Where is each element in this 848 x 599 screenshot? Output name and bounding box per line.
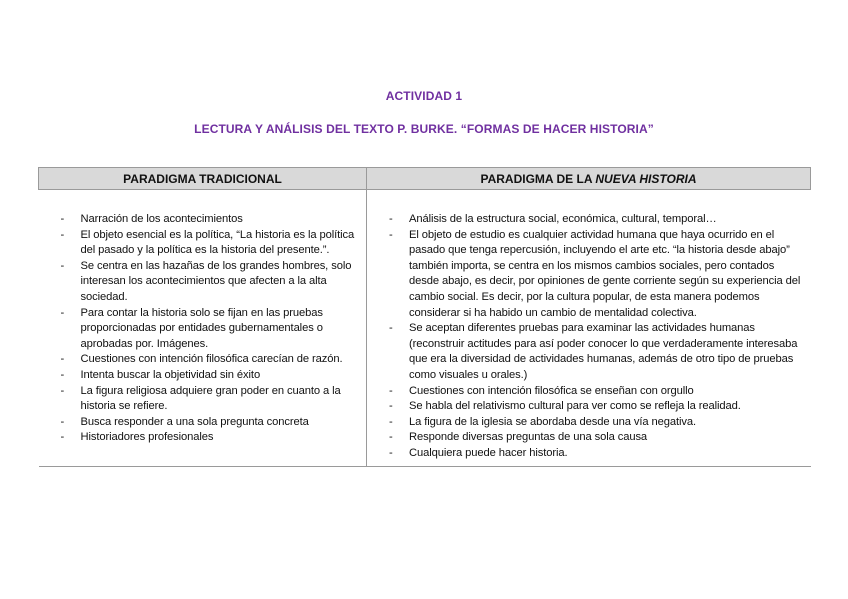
list-item: - Responde diversas preguntas de una sola causa — [383, 430, 805, 446]
list-item: - Se habla del relativismo cultural para ver como se refleja la realidad. — [383, 399, 805, 415]
new-history-list — [383, 212, 805, 462]
comparison-table — [38, 167, 811, 467]
header-prefix: PARADIGMA DE LA — [480, 171, 596, 186]
list-item: - Cuestiones con intención filosófica carecían de razón. — [55, 352, 361, 368]
header-emphasis: NUEVA HISTORIA — [595, 171, 697, 186]
table-body-row — [39, 190, 811, 467]
list-item: - Historiadores profesionales — [55, 430, 361, 446]
list-item: - Cuestiones con intención filosófica se enseñan con orgullo — [383, 384, 805, 400]
list-item: - Narración de los acontecimientos — [55, 212, 361, 228]
list-item: - Análisis de la estructura social, económica, cultural, temporal… — [383, 212, 805, 228]
activity-title: ACTIVIDAD 1 — [385, 89, 463, 103]
list-item: - Intenta buscar la objetividad sin éxito — [55, 368, 361, 384]
list-item: - La figura religiosa adquiere gran poder en cuanto a la historia se refiere. — [55, 384, 361, 415]
traditional-paradigm-header: PARADIGMA TRADICIONAL — [39, 168, 367, 190]
new-history-cell — [367, 190, 811, 467]
list-item: - El objeto de estudio es cualquier actividad humana que haya ocurrido en el pasado que tenga repercusión, incluyendo el arte etc. “la historia desde abajo” también importa, se centra en los mismos cambios sociales, pero contados desde abajo, es decir, por opiniones de gente corriente según su experiencia del cambio social. Es decir, por la cultura popular, de esta manera podemos considerar si ha habido un cambio de mentalidad colectiva. — [383, 228, 805, 322]
traditional-list — [55, 212, 361, 446]
traditional-cell — [39, 190, 367, 467]
document-subtitle: LECTURA Y ANÁLISIS DEL TEXTO P. BURKE. “FORMAS DE HACER HISTORIA” — [194, 122, 654, 136]
list-item: - Cualquiera puede hacer historia. — [383, 446, 805, 462]
list-item: - Se aceptan diferentes pruebas para examinar las actividades humanas (reconstruir actitudes para así poder conocer lo que verdaderamente interesaba que era la diversidad de actividades humanas, además de otro tipo de pruebas como visuales u orales.) — [383, 321, 805, 383]
list-item: - El objeto esencial es la política, “La historia es la política del pasado y la política es la historia del presente.”. — [55, 228, 361, 259]
list-item: - La figura de la iglesia se abordaba desde una vía negativa. — [383, 415, 805, 431]
list-item: - Busca responder a una sola pregunta concreta — [55, 415, 361, 431]
list-item: - Para contar la historia solo se fijan en las pruebas proporcionadas por entidades gubernamentales o aprobadas por. Imágenes. — [55, 306, 361, 353]
new-history-paradigm-header — [367, 168, 811, 190]
table-header-row — [39, 168, 811, 190]
list-item: - Se centra en las hazañas de los grandes hombres, solo interesan los acontecimientos que afecten a la alta sociedad. — [55, 259, 361, 306]
